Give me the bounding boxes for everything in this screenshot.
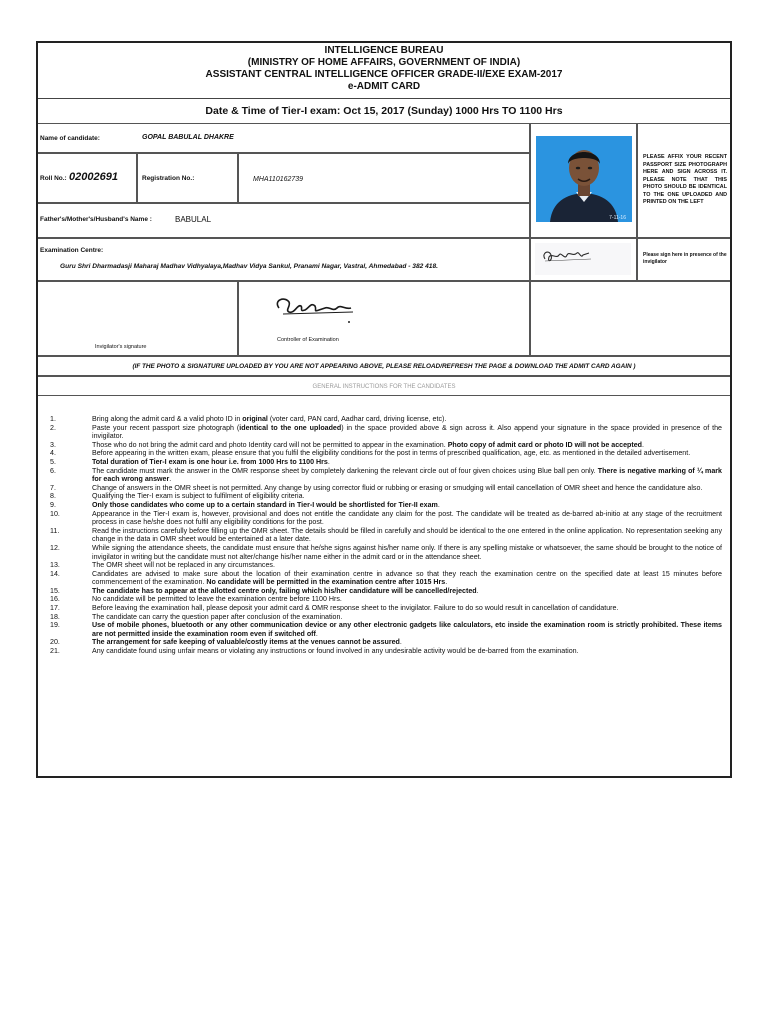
instruction-text: [92, 458, 722, 467]
instruction-number: 13.: [50, 561, 60, 570]
instruction-text-part: Paste your recent passport size photograph (: [92, 423, 240, 432]
sign-instruction: Please sign here in presence of the invigilator: [643, 252, 727, 265]
instruction-item: [38, 449, 730, 458]
blank-sign-cell: [530, 281, 730, 356]
admit-card-header: [38, 43, 730, 99]
instruction-text-part: .: [437, 500, 440, 509]
instruction-text: [92, 587, 722, 596]
father-label: Father's/Mother's/Husband's Name :: [40, 216, 152, 223]
roll-cell: [38, 153, 137, 203]
instruction-item: [38, 604, 730, 613]
document-title: e-ADMIT CARD: [347, 81, 421, 92]
sign-instruction-cell: [637, 238, 730, 281]
invigilator-signature-cell: [38, 281, 238, 356]
instructions-list: [38, 415, 730, 765]
instruction-text-part: Any candidate found using unfair means or violating any instructions or found involved in any undesirable activity would be de-barred from the examination.: [92, 647, 579, 656]
candidate-signature: [531, 239, 636, 280]
registration-label-cell: [137, 153, 238, 203]
instruction-text-part: ) in the space provided above & sign across it. Also append your signature in the space provided in presence of the invigilator.: [92, 423, 722, 441]
invigilator-signature-label: Invigilator's signature: [95, 344, 147, 350]
instruction-text-part: .: [315, 629, 318, 638]
instruction-text: [92, 424, 722, 441]
name-label: Name of candidate:: [40, 135, 100, 142]
registration-label: Registration No.:: [142, 175, 195, 182]
instructions-title-cell: [38, 376, 730, 396]
candidate-name: GOPAL BABULAL DHAKRE: [142, 134, 234, 141]
org-name: INTELLIGENCE BUREAU: [324, 45, 444, 56]
father-name: BABULAL: [175, 215, 212, 224]
roll-label: Roll No.:: [40, 175, 67, 182]
photo-cell: [530, 123, 637, 238]
father-cell: [38, 203, 530, 238]
controller-label: Controller of Examination: [277, 337, 339, 343]
instruction-item: [38, 441, 730, 450]
instruction-text-part: Appearance in the Tier-I exam is, however, provisional and does not entitle the candidate any claim for the post. The candidate will be treated as de-barred ab-initio at any stage of the recruitment process in case he/she does not fulfil any eligibility conditions for the post.: [92, 509, 722, 527]
instruction-text: [92, 647, 722, 656]
instruction-text-part: original: [242, 415, 268, 423]
controller-signature: [267, 290, 377, 330]
candidate-portrait: [536, 136, 632, 222]
ministry-name: (MINISTRY OF HOME AFFAIRS, GOVERNMENT OF INDIA): [247, 57, 521, 68]
instruction-text-part: Change of answers in the OMR sheet is not permitted. Any change by using corrector fluid or rubbing or erasing or smudging will entail cancellation of OMR sheet and hence the candidature also.: [92, 483, 703, 492]
instruction-item: [38, 638, 730, 647]
instruction-text-part: There is negative marking of ¼ mark for each wrong answer: [92, 466, 722, 484]
instruction-number: 3.: [50, 440, 56, 449]
instruction-text: [92, 570, 722, 587]
instruction-number: 12.: [50, 543, 60, 552]
instruction-item: [38, 492, 730, 501]
instruction-item: [38, 544, 730, 561]
instruction-item: [38, 484, 730, 493]
instruction-item: [38, 415, 730, 424]
instruction-text-part: .: [445, 578, 448, 587]
instruction-item: [38, 613, 730, 622]
instruction-number: 21.: [50, 647, 60, 656]
photo-date-stamp: 7-11-16: [609, 215, 626, 221]
instruction-number: 16.: [50, 595, 60, 604]
photo-instruction: PLEASE AFFIX YOUR RECENT PASSPORT SIZE PHOTOGRAPH HERE AND SIGN ACROSS IT. PLEASE NOTE THAT THIS PHOTO SHOULD BE IDENTICAL TO THE ONE UPLOADED AND PRINTED ON THE LEFT: [643, 154, 727, 205]
instruction-text-part: The candidate must mark the answer in the OMR response sheet by completely darkening the relevant circle out of four given choices using Blue ball pen only.: [92, 466, 598, 475]
instruction-number: 19.: [50, 621, 60, 630]
name-cell: [38, 123, 530, 153]
instruction-text: [92, 561, 722, 570]
reload-notice: (IF THE PHOTO & SIGNATURE UPLOADED BY YOU ARE NOT APPEARING ABOVE, PLEASE RELOAD/REFRESH THE PAGE & DOWNLOAD THE ADMIT CARD AGAIN ): [132, 363, 636, 370]
instruction-text: [92, 492, 722, 501]
instruction-text-part: .: [476, 586, 479, 595]
instruction-number: 9.: [50, 500, 56, 509]
instruction-text-part: .: [169, 475, 172, 484]
instruction-text: [92, 510, 722, 527]
instruction-text-part: The arrangement for safe keeping of valuable/costly items at the venues cannot be assured: [92, 638, 400, 647]
instruction-text-part: (voter card, PAN card, Aadhar card, driving license, etc).: [267, 415, 447, 423]
instruction-text-part: While signing the attendance sheets, the candidate must ensure that he/she signs against his/her name only. If there is any spelling mistake or whatsoever, the same should be brought to the notice of invigilator in writing but the candidate must not alter/change his/her name either in the admit card or in the attendance sheet.: [92, 543, 722, 561]
instruction-number: 8.: [50, 492, 56, 501]
instruction-text: [92, 595, 722, 604]
instructions-title: GENERAL INSTRUCTIONS FOR THE CANDIDATES: [312, 384, 456, 390]
instruction-text: [92, 613, 722, 622]
instruction-text-part: Those who do not bring the admit card and photo Identity card will not be permitted to appear in the examination.: [92, 440, 448, 449]
instruction-text-part: Candidates are advised to make sure about the location of their examination centre in advance so that they reach the examination centre on the specified date at least 15 minutes before commencement of the examination.: [92, 569, 722, 587]
instruction-text-part: Total duration of Tier-I exam is one hour i.e. from 1000 Hrs to 1100 Hrs: [92, 457, 328, 466]
instruction-text-part: Use of mobile phones, bluetooth or any other communication device or any other electronic gadgets like calculators, etc inside the examination room is strictly prohibited. These items are not permitted inside the examination room even if switched off: [92, 621, 722, 638]
instruction-text: [92, 415, 722, 424]
instruction-text-part: No candidate will be permitted in the examination centre after 1015 Hrs: [206, 578, 446, 587]
instruction-text: [92, 441, 722, 450]
instruction-number: 14.: [50, 569, 60, 578]
instruction-number: 15.: [50, 586, 60, 595]
instruction-text-part: No candidate will be permitted to leave the examination centre before 1100 Hrs.: [92, 595, 342, 604]
instruction-item: [38, 621, 730, 638]
instruction-number: 4.: [50, 449, 56, 458]
instruction-item: [38, 561, 730, 570]
instruction-text-part: Photo copy of admit card or photo ID will not be accepted: [447, 440, 643, 449]
registration-value-cell: [238, 153, 530, 203]
instruction-number: 2.: [50, 423, 56, 432]
instruction-item: [38, 467, 730, 484]
instruction-text-part: .: [642, 440, 644, 449]
instruction-item: [38, 527, 730, 544]
instruction-item: [38, 501, 730, 510]
photo-instruction-cell: [637, 123, 730, 238]
instruction-item: [38, 458, 730, 467]
instruction-text-part: The candidate has to appear at the allotted centre only, failing which his/her candidature will be cancelled/rejected: [92, 586, 477, 595]
reload-notice-cell: [38, 356, 730, 376]
exam-name: ASSISTANT CENTRAL INTELLIGENCE OFFICER GRADE-II/EXE EXAM-2017: [205, 69, 563, 80]
instruction-text: [92, 449, 722, 458]
instruction-text-part: Only those candidates who come up to a certain standard in Tier-I would be shortlisted for Tier-II exam: [92, 500, 438, 509]
instruction-text: [92, 501, 722, 510]
instruction-text-part: Before appearing in the written exam, please ensure that you fulfil the eligibility conditions for the post in terms of prescribed qualification, age, etc. as mentioned in the detailed advertisement.: [92, 449, 691, 458]
admit-card: [36, 41, 732, 778]
sign-cell: [530, 238, 637, 281]
instruction-number: 11.: [50, 526, 60, 535]
instruction-item: [38, 510, 730, 527]
instruction-item: [38, 424, 730, 441]
centre-address: Guru Shri Dharmadasji Maharaj Madhav Vidhyalaya,Madhav Vidya Sankul, Pranami Nagar, Vastral, Ahmedabad - 382 418.: [60, 263, 438, 270]
instruction-number: 20.: [50, 638, 60, 647]
instruction-number: 18.: [50, 612, 60, 621]
instruction-item: [38, 647, 730, 656]
instruction-number: 5.: [50, 457, 56, 466]
controller-cell: [238, 281, 530, 356]
instruction-text-part: .: [399, 638, 402, 647]
instruction-text-part: Before leaving the examination hall, please deposit your admit card & OMR response sheet to the invigilator. Failure to do so would result in cancellation of candidature.: [92, 604, 619, 613]
instruction-text-part: The OMR sheet will not be replaced in any circumstances.: [92, 561, 275, 570]
instruction-number: 7.: [50, 483, 56, 492]
instruction-text: [92, 527, 722, 544]
instruction-item: [38, 570, 730, 587]
instruction-number: 17.: [50, 604, 60, 613]
instruction-text: [92, 604, 722, 613]
instruction-text: [92, 638, 722, 647]
instruction-number: 10.: [50, 509, 60, 518]
instruction-text-part: identical to the one uploaded: [239, 423, 342, 432]
instruction-text-part: The candidate can carry the question paper after conclusion of the examination.: [92, 612, 343, 621]
exam-date-time: Date & Time of Tier-I exam: Oct 15, 2017 (Sunday) 1000 Hrs TO 1100 Hrs: [38, 99, 730, 124]
registration-number: MHA110162739: [253, 176, 304, 183]
instruction-number: 1.: [50, 415, 56, 423]
instruction-text-part: Bring along the admit card & a valid photo ID in: [92, 415, 243, 423]
instruction-number: 6.: [50, 466, 56, 475]
instruction-text: [92, 484, 722, 493]
instruction-text-part: .: [327, 457, 330, 466]
instruction-text-part: Qualifying the Tier-I exam is subject to fulfilment of eligibility criteria.: [92, 492, 305, 501]
centre-cell: [38, 238, 530, 281]
instruction-text-part: Read the instructions carefully before filling up the OMR sheet. The details should be filled in carefully and should be identical to the one entered in the online application. No representation seeking any change in the data in OMR sheet would be entertained at a later date.: [92, 526, 722, 544]
instruction-item: [38, 595, 730, 604]
instruction-item: [38, 587, 730, 596]
centre-label: Examination Centre:: [40, 247, 104, 254]
candidate-photo: [536, 136, 632, 222]
instruction-text: [92, 621, 722, 638]
instruction-text: [92, 544, 722, 561]
roll-number: 02002691: [69, 171, 118, 183]
instruction-text: [92, 467, 722, 484]
